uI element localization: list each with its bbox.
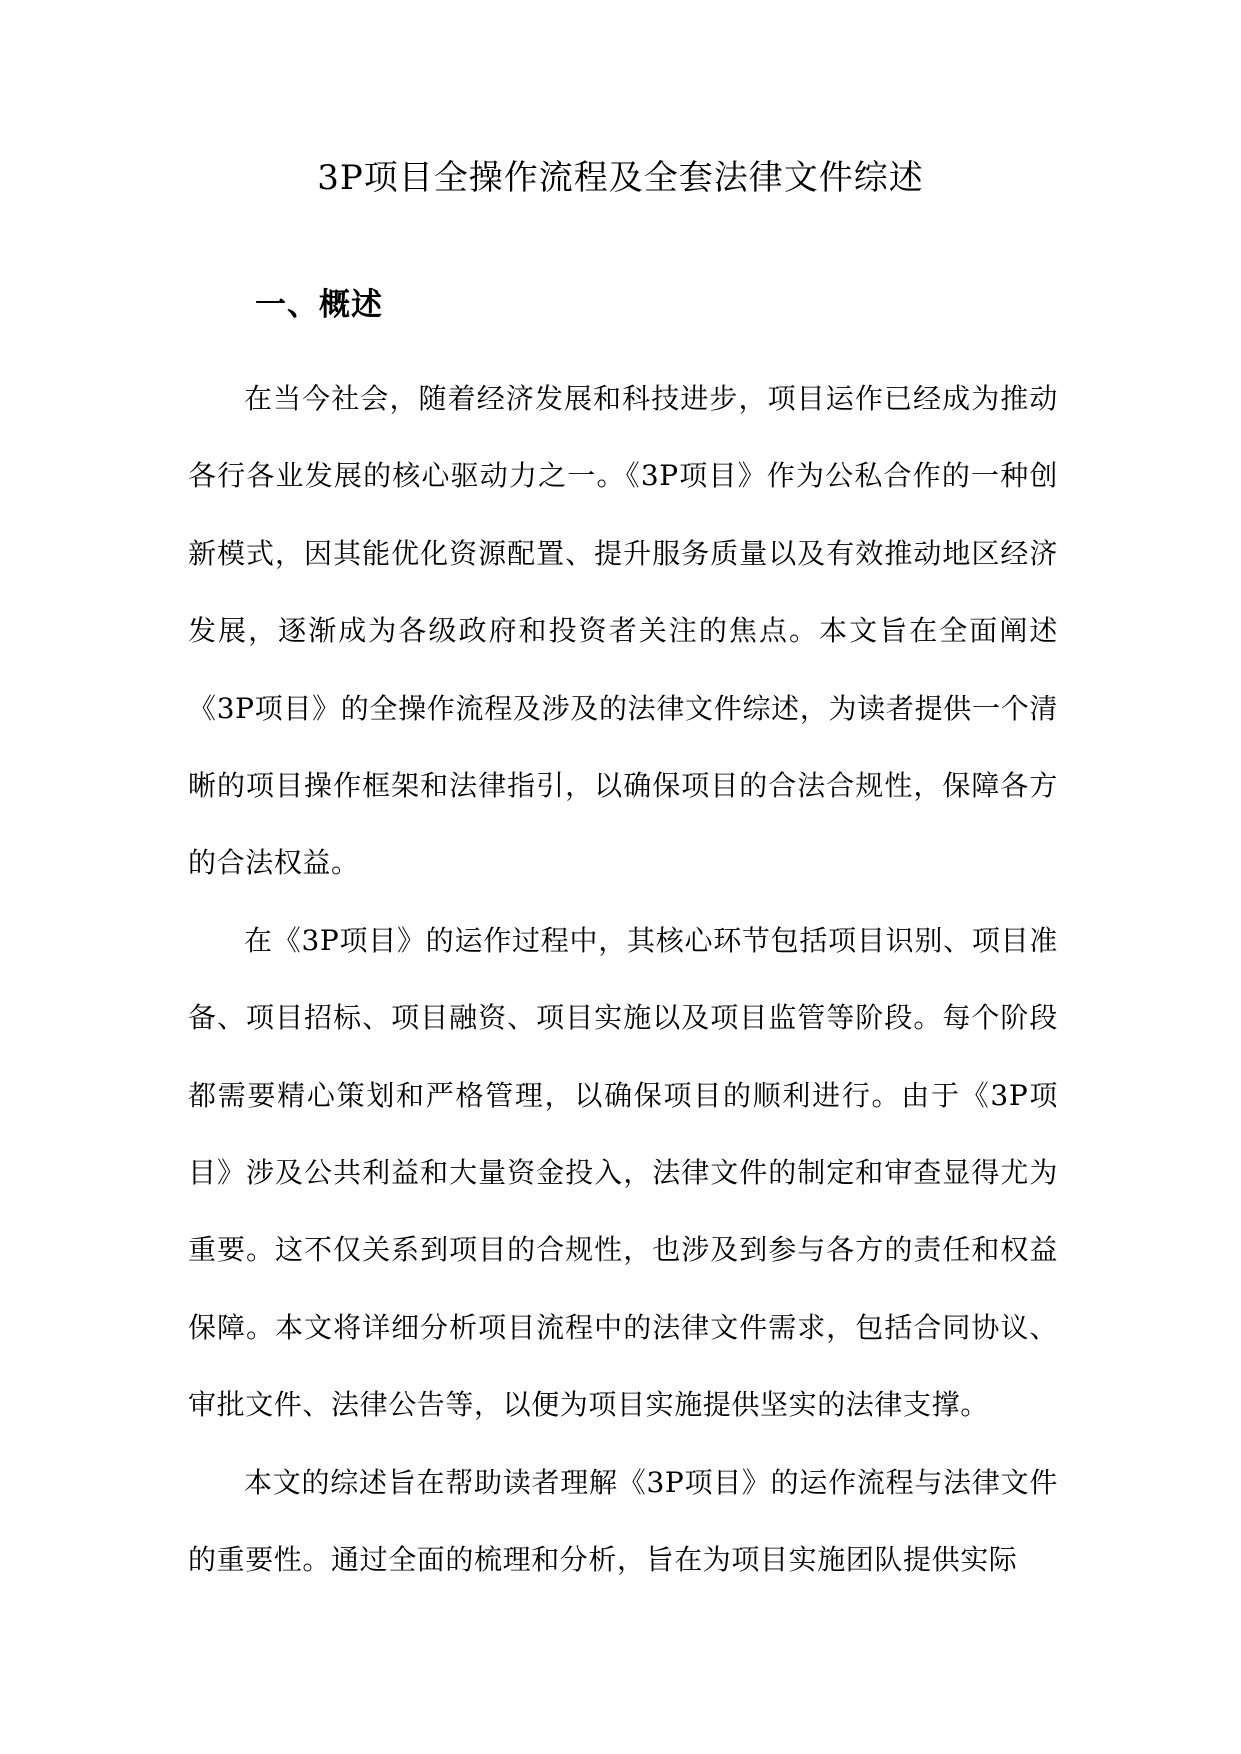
paragraph: 在《3P项目》的运作过程中，其核心环节包括项目识别、项目准备、项目招标、项目融资、项目实施以及项目监管等阶段。每个阶段都需要精心策划和严格管理，以确保项目的顺利进行。由于《3P项目》涉及公共利益和大量资金投入，法律文件的制定和审查显得尤为重要。这不仅关系到项目的合规性，也涉及到参与各方的责任和权益保障。本文将详细分析项目流程中的法律文件需求，包括合同协议、审批文件、法律公告等，以便为项目实施提供坚实的法律支撑。	[188, 923, 1058, 1422]
section-heading-overview: 一、概述	[255, 287, 383, 323]
document-body	[188, 360, 1058, 1599]
paragraph: 在当今社会，随着经济发展和科技进步，项目运作已经成为推动各行各业发展的核心驱动力之一。《3P项目》作为公私合作的一种创新模式，因其能优化资源配置、提升服务质量以及有效推动地区经济发展，逐渐成为各级政府和投资者关注的焦点。本文旨在全面阐述《3P项目》的全操作流程及涉及的法律文件综述，为读者提供一个清晰的项目操作框架和法律指引，以确保项目的合法合规性，保障各方的合法权益。	[188, 382, 1058, 880]
paragraph: 本文的综述旨在帮助读者理解《3P项目》的运作流程与法律文件的重要性。通过全面的梳理和分析，旨在为项目实施团队提供实际	[188, 1465, 1058, 1577]
document-title: 3P项目全操作流程及全套法律文件综述	[317, 158, 924, 198]
